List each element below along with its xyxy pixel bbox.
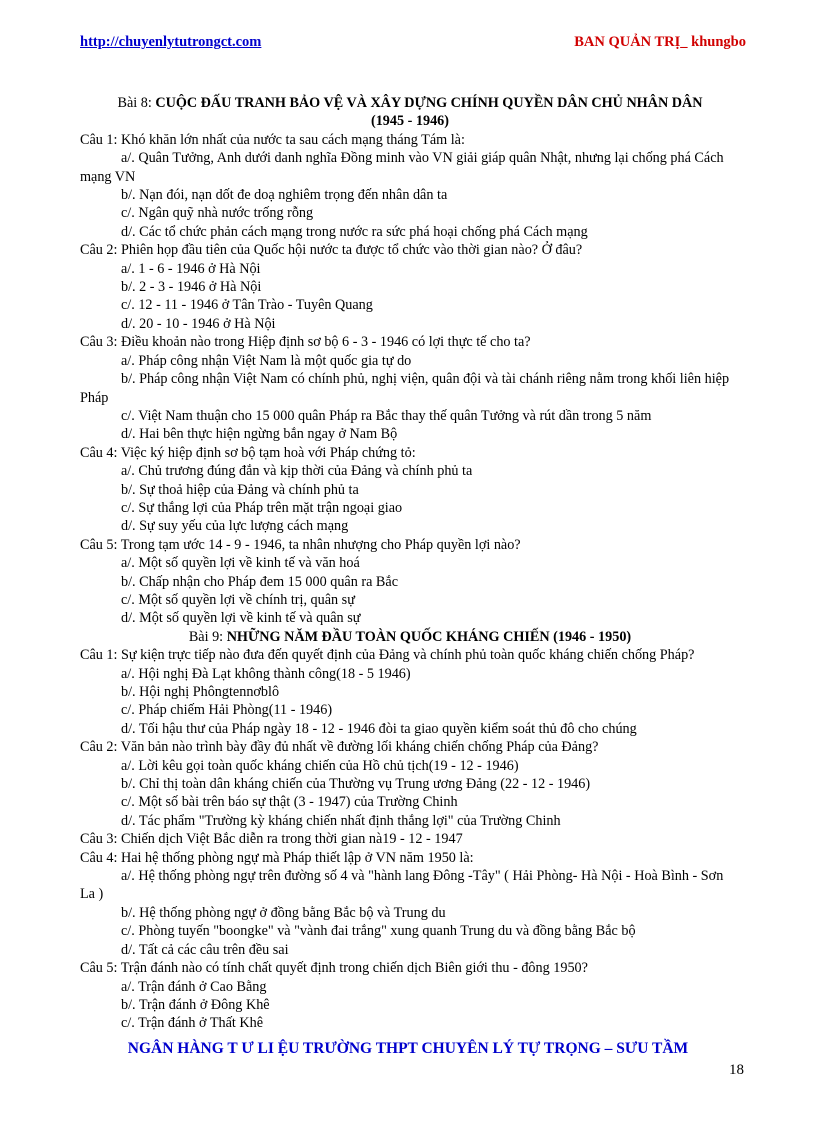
answer-option: d/. Sự suy yếu của lực lượng cách mạng <box>121 518 349 535</box>
question: Câu 5: Trận đánh nào có tính chất quyết định trong chiến dịch Biên giới thu - đông 1950? <box>80 960 588 977</box>
question: Câu 3: Điều khoản nào trong Hiệp định sơ bộ 6 - 3 - 1946 có lợi thực tế cho ta? <box>80 334 531 351</box>
answer-option: b/. Sự thoả hiệp của Đảng và chính phủ ta <box>121 481 359 498</box>
document-body <box>80 94 740 1033</box>
answer-option: d/. 20 - 10 - 1946 ở Hà Nội <box>121 315 276 332</box>
question: Câu 1: Sự kiện trực tiếp nào đưa đến quyết định của Đảng và chính phủ toàn quốc kháng chiến chống Pháp? <box>80 647 695 664</box>
question: Câu 5: Trong tạm ước 14 - 9 - 1946, ta nhân nhượng cho Pháp quyền lợi nào? <box>80 536 521 553</box>
lesson-heading <box>80 94 740 131</box>
answer-option: b/. Trận đánh ở Đông Khê <box>121 996 270 1013</box>
lesson-prefix: Bài 9: <box>188 628 227 645</box>
answer-option: b/. Pháp công nhận Việt Nam có chính phủ, nghị viện, quân đội và tài chánh riêng nằm trong khối liên hiệp Pháp <box>80 371 730 406</box>
answer-option: d/. Tác phẩm "Trường kỳ kháng chiến nhất định thắng lợi" của Trường Chinh <box>121 812 561 829</box>
answer-option: c/. Sự thắng lợi của Pháp trên mặt trận ngoại giao <box>121 499 403 516</box>
site-link[interactable]: http://chuyenlytutrongct.com <box>80 34 262 50</box>
lesson-title: CUỘC ĐẤU TRANH BẢO VỆ VÀ XÂY DỰNG CHÍNH QUYỀN DÂN CHỦ NHÂN DÂN <box>155 95 703 111</box>
lesson-title: NHỮNG NĂM ĐẦU TOÀN QUỐC KHÁNG CHIẾN (1946 - 1950) <box>226 628 632 645</box>
answer-option: c/. Trận đánh ở Thất Khê <box>121 1015 264 1032</box>
lesson-subtitle: (1945 - 1946) <box>370 113 450 130</box>
answer-option: a/. Lời kêu gọi toàn quốc kháng chiến của Hồ chủ tịch(19 - 12 - 1946) <box>121 757 519 774</box>
answer-option: d/. Một số quyền lợi về kinh tế và quân sự <box>121 610 361 627</box>
question: Câu 2: Phiên họp đầu tiên của Quốc hội nước ta được tổ chức vào thời gian nào? Ở đâu? <box>80 242 583 259</box>
answer-option: c/. Ngân quỹ nhà nước trống rỗng <box>121 205 314 222</box>
answer-option: a/. Quân Tưởng, Anh dưới danh nghĩa Đồng minh vào VN giải giáp quân Nhật, nhưng lại chống phá Cách mạng VN <box>80 150 724 185</box>
answer-option: a/. Hội nghị Đà Lạt không thành công(18 - 5 1946) <box>121 665 411 682</box>
answer-option: a/. Trận đánh ở Cao Bằng <box>121 978 267 995</box>
answer-option: b/. Hệ thống phòng ngự ở đồng bằng Bắc bộ và Trung du <box>121 904 446 921</box>
question: Câu 1: Khó khăn lớn nhất của nước ta sau cách mạng tháng Tám là: <box>80 131 465 148</box>
lesson-prefix: Bài 8: <box>117 95 156 111</box>
answer-option: d/. Các tổ chức phản cách mạng trong nước ra sức phá hoại chống phá Cách mạng <box>121 223 588 240</box>
answer-option: c/. Việt Nam thuận cho 15 000 quân Pháp ra Bắc thay thế quân Tưởng và rút dần trong 5 năm <box>121 407 652 424</box>
page-header <box>80 34 746 54</box>
answer-option: b/. 2 - 3 - 1946 ở Hà Nội <box>121 279 262 296</box>
answer-option: a/. 1 - 6 - 1946 ở Hà Nội <box>121 260 261 277</box>
answer-option: b/. Nạn đói, nạn dốt đe doạ nghiêm trọng đến nhân dân ta <box>121 187 448 204</box>
answer-option: d/. Tất cả các câu trên đều sai <box>121 941 289 958</box>
answer-option: a/. Pháp công nhận Việt Nam là một quốc gia tự do <box>121 352 412 369</box>
lesson-heading <box>80 628 740 646</box>
question: Câu 2: Văn bản nào trình bày đầy đủ nhất về đường lối kháng chiến chống Pháp của Đảng? <box>80 739 599 756</box>
page-number: 18 <box>729 1062 744 1078</box>
answer-option: c/. 12 - 11 - 1946 ở Tân Trào - Tuyên Quang <box>121 297 373 314</box>
answer-option: c/. Phòng tuyến "boongke" và "vành đai trắng" xung quanh Trung du và đồng bằng Bắc bộ <box>121 923 636 940</box>
answer-option: a/. Chủ trương đúng đắn và kịp thời của Đảng và chính phủ ta <box>121 463 473 480</box>
answer-option: c/. Một số quyền lợi về chính trị, quân sự <box>121 591 355 608</box>
answer-option: a/. Một số quyền lợi về kinh tế và văn hoá <box>121 555 360 572</box>
answer-option: b/. Hội nghị Phôngtennơblô <box>121 684 280 700</box>
answer-option: d/. Hai bên thực hiện ngừng bắn ngay ở Nam Bộ <box>121 426 398 443</box>
header-admin-label: BAN QUẢN TRỊ_ khungbo <box>574 34 746 50</box>
answer-option: b/. Chỉ thị toàn dân kháng chiến của Thường vụ Trung ương Đảng (22 - 12 - 1946) <box>121 776 591 793</box>
answer-option: c/. Pháp chiếm Hải Phòng(11 - 1946) <box>121 702 333 719</box>
question: Câu 4: Hai hệ thống phòng ngự mà Pháp thiết lập ở VN năm 1950 là: <box>80 849 474 866</box>
answer-option: a/. Hệ thống phòng ngự trên đường số 4 và "hành lang Đông -Tây" ( Hải Phòng- Hà Nội - Hoà Bình - Sơn La ) <box>80 868 724 903</box>
answer-option: c/. Một số bài trên báo sự thật (3 - 1947) của Trường Chinh <box>121 794 458 811</box>
answer-option: d/. Tối hậu thư của Pháp ngày 18 - 12 - 1946 đòi ta giao quyền kiểm soát thủ đô cho chúng <box>121 720 637 737</box>
page-footer: NGÂN HÀNG T Ư LI ỆU TRƯỜNG THPT CHUYÊN LÝ TỰ TRỌNG – SƯU TẦM <box>127 1040 689 1057</box>
question: Câu 3: Chiến dịch Việt Bắc diễn ra trong thời gian nà19 - 12 - 1947 <box>80 831 463 848</box>
question: Câu 4: Việc ký hiệp định sơ bộ tạm hoà với Pháp chứng tỏ: <box>80 444 416 461</box>
answer-option: b/. Chấp nhận cho Pháp đem 15 000 quân ra Bắc <box>121 573 398 590</box>
